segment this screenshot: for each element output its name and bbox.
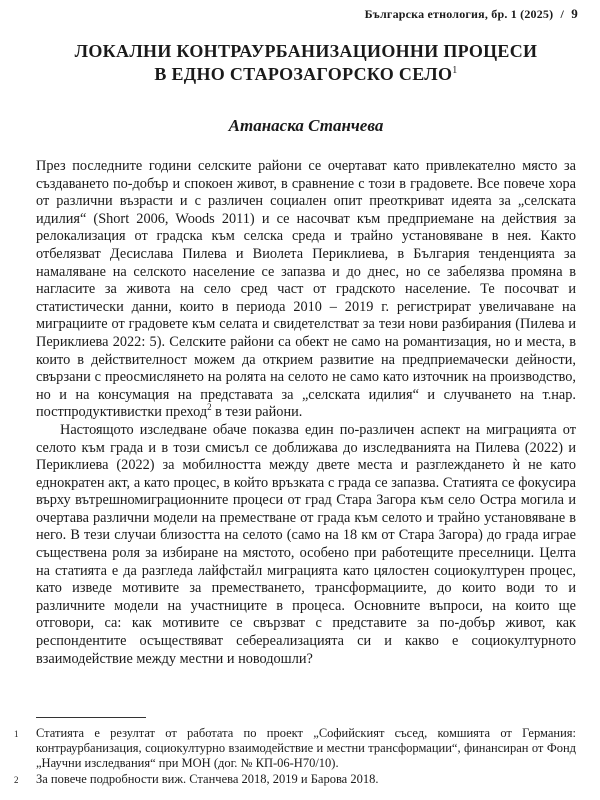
footnote-2-number: 2 bbox=[14, 775, 19, 785]
footnotes bbox=[14, 726, 576, 789]
page-number: 9 bbox=[571, 6, 578, 21]
footnote-1-number: 1 bbox=[14, 729, 19, 739]
title-line-1: ЛОКАЛНИ КОНТРАУРБАНИЗАЦИОННИ ПРОЦЕСИ bbox=[74, 41, 538, 61]
paragraph-1-tail: в тези райони. bbox=[211, 404, 303, 421]
footnote-divider bbox=[36, 717, 146, 718]
footnote-1-text: Статията е резултат от работата по проект „Софийският съсед, комшията от Германия: контраурбанизация, социокултурно взаимодействие и местни трансформации“, финансиран от Фонд „Научни изследвания“ при МОН (дог. № КП-06-Н70/10). bbox=[36, 726, 576, 770]
footnote-2 bbox=[14, 772, 576, 788]
article-title bbox=[36, 40, 576, 86]
running-header bbox=[365, 6, 578, 22]
title-footnote-ref[interactable]: 1 bbox=[452, 65, 458, 76]
title-line-2: В ЕДНО СТАРОЗАГОРСКО СЕЛО bbox=[154, 64, 453, 84]
paragraph-1-footnote-ref[interactable]: 2 bbox=[207, 402, 212, 413]
paragraph-1-text: През последните години селските райони се очертават като привлекателно място за създаването по-добър и спокоен живот, в сравнение с този в градовете. Все повече хора от различни възрасти и с различен социален опит преоткриват идеята за „селската идилия“ (Short 2006, Woods 2011) и се насочват към предприемане на действия за релокализация от градска към селска среда и трайно установяване в нея. Както отбелязват Десислава Пилева и Виолета Периклиева, в България тенденцията за намаляване на селското население се запазва и до днес, но се забелязва промяна в нагласите за живота на село сред част от градското население. Те посочват и статистически данни, които в периода 2010 – 2019 г. регистрират увеличаване на миграциите от градовете към селата и свидетелстват за тези нови разбирания (Пилева и Периклиева 2022: 5). Селските райони са обект не само на романтизация, но и места, в които в действителност можем да открием развитие на предприемачески дейности, свързани с преосмислянето на ролята на селото не само като източник на производство, но и на консумация на представата за „селската идилия“ и случването на т.нар. постпродуктивистки преход bbox=[36, 158, 576, 421]
article-author: Атанаска Станчева bbox=[228, 116, 384, 135]
paragraph-2: Настоящото изследване обаче показва един по-различен аспект на миграцията от селото към града и в този смисъл се доближава до изследванията на Пилева (2022) и Периклиева (2022) за мобилността между двете места и разглеждането ѝ не като еднократен акт, а като процес, в който връзката с града се запазва. Статията се фокусира върху вътрешномиграционните процеси от град Стара Загора към село Остра могила и очертава различни модели на преместване от града към селото и трайно установяване в него. В тези случаи близостта на селото (само на 18 км от Стара Загора) до града играе съществена роля за избиране на мястото, особено при работещите преселници. Целта на статията е да разгледа лайфстайл миграцията като цялостен социокултурен процес, като изведе мотивите за преместването, трансформациите, до които води то и различните модели на участниците в процеса. Основните въпроси, на които ще отговори, са: как мотивите се свързват с представите за по-добър живот, как респондентите осъществяват себереализацията си и какво е социокултурното взаимодействие между местни и новодошли? bbox=[36, 421, 576, 667]
footnote-1 bbox=[14, 726, 576, 771]
footnote-2-text: За повече подробности виж. Станчева 2018, 2019 и Барова 2018. bbox=[36, 772, 379, 786]
header-separator: / bbox=[560, 7, 565, 21]
journal-name: Българска етнология, бр. 1 (2025) bbox=[364, 7, 554, 21]
paragraph-1 bbox=[36, 158, 576, 422]
article-body bbox=[36, 158, 576, 668]
